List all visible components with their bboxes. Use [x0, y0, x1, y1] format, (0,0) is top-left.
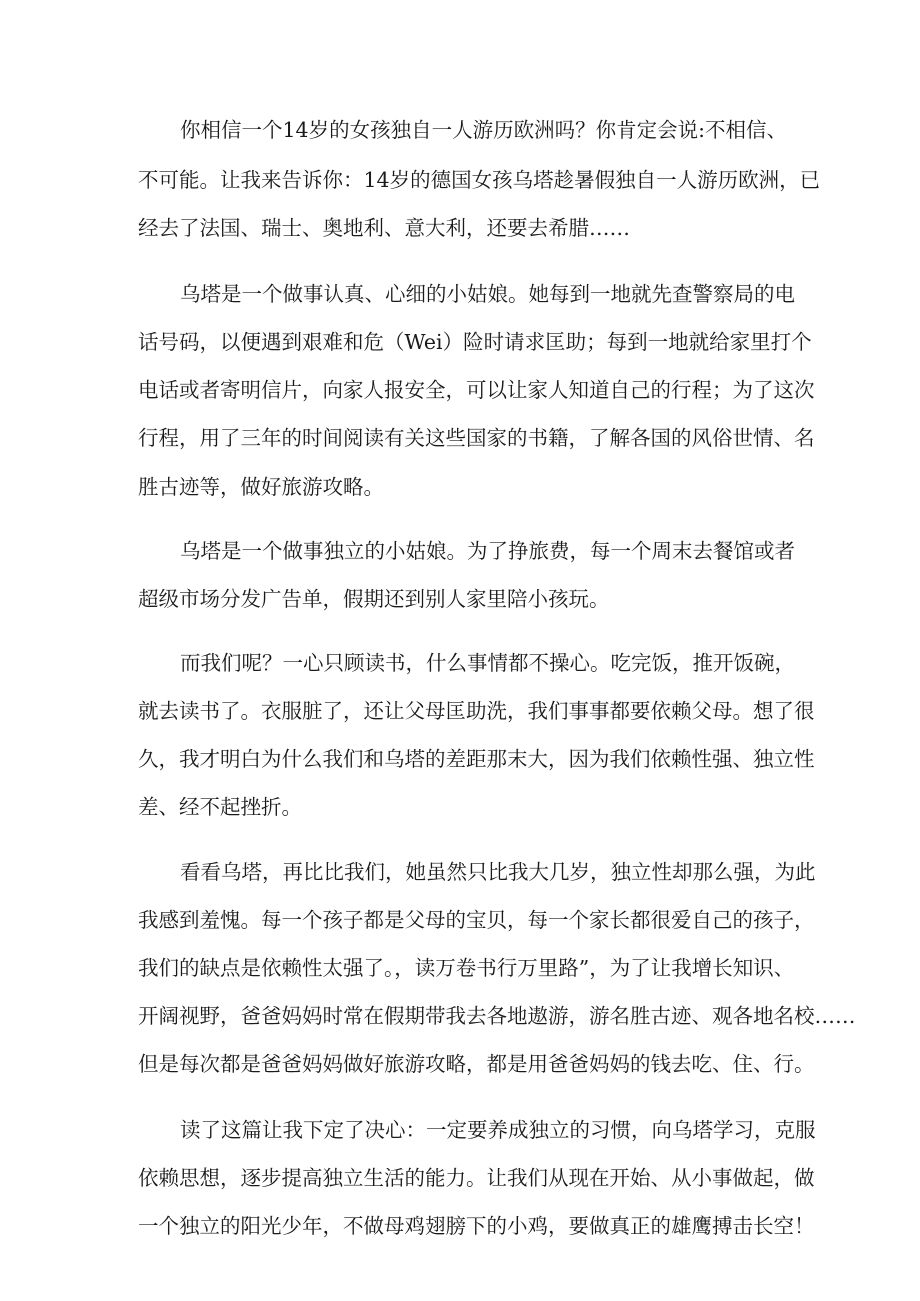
- paragraph-line: 超级市场分发广告单，假期还到别人家里陪小孩玩。: [138, 587, 610, 611]
- paragraph-line: 乌塔是一个做事认真、心细的小姑娘。她每到一地就先查警察局的电: [180, 282, 795, 306]
- paragraph-line: 依赖思想，逐步提高独立生活的能力。让我们从现在开始、从小事做起，做: [138, 1166, 815, 1190]
- paragraph-line: 久，我才明白为什么我们和乌塔的差距那末大，因为我们依赖性强、独立性: [138, 747, 815, 771]
- paragraph-line: 读了这篇让我下定了决心：一定要养成独立的习惯，向乌塔学习，克服: [180, 1118, 816, 1142]
- paragraph-line: 但是每次都是爸爸妈妈做好旅游攻略，都是用爸爸妈妈的钱去吃、住、行。: [138, 1052, 815, 1076]
- paragraph-line: 我们的缺点是依赖性太强了。，读万卷书行万里路”，为了让我增长知识、: [138, 956, 795, 980]
- paragraph-line: 不可能。让我来告诉你：14岁的德国女孩乌塔趁暑假独自一人游历欧洲，已: [138, 168, 821, 192]
- paragraph-line: 胜古迹等，做好旅游攻略。: [138, 475, 384, 499]
- paragraph-line: 经去了法国、瑞士、奥地利、意大利，还要去希腊……: [138, 216, 630, 240]
- paragraph-line: 电话或者寄明信片，向家人报安全，可以让家人知道自己的行程；为了这次: [138, 378, 815, 402]
- paragraph-line: 一个独立的阳光少年，不做母鸡翅膀下的小鸡，要做真正的雄鹰搏击长空！: [138, 1214, 815, 1238]
- paragraph-line: 开阔视野，爸爸妈妈时常在假期带我去各地遨游，游名胜古迹、观各地名校……: [138, 1004, 856, 1028]
- paragraph-line: 看看乌塔，再比比我们，她虽然只比我大几岁，独立性却那么强，为此: [180, 860, 816, 884]
- paragraph-line: 而我们呢？一心只顾读书，什么事情都不操心。吃完饭，推开饭碗，: [180, 651, 795, 675]
- paragraph-line: 话号码，以便遇到艰难和危（Wei）险时请求匡助；每到一地就给家里打个: [138, 330, 812, 354]
- paragraph-line: 乌塔是一个做事独立的小姑娘。为了挣旅费，每一个周末去餐馆或者: [180, 539, 795, 563]
- paragraph-line: 你相信一个14岁的女孩独自一人游历欧洲吗？你肯定会说:不相信、: [180, 118, 787, 142]
- paragraph-line: 行程，用了三年的时间阅读有关这些国家的书籍，了解各国的风俗世情、名: [138, 426, 815, 450]
- paragraph-line: 我感到羞愧。每一个孩子都是父母的宝贝，每一个家长都很爱自己的孩子，: [138, 908, 815, 932]
- paragraph-line: 就去读书了。衣服脏了，还让父母匡助洗，我们事事都要依赖父母。想了很: [138, 699, 815, 723]
- paragraph-line: 差、经不起挫折。: [138, 795, 302, 819]
